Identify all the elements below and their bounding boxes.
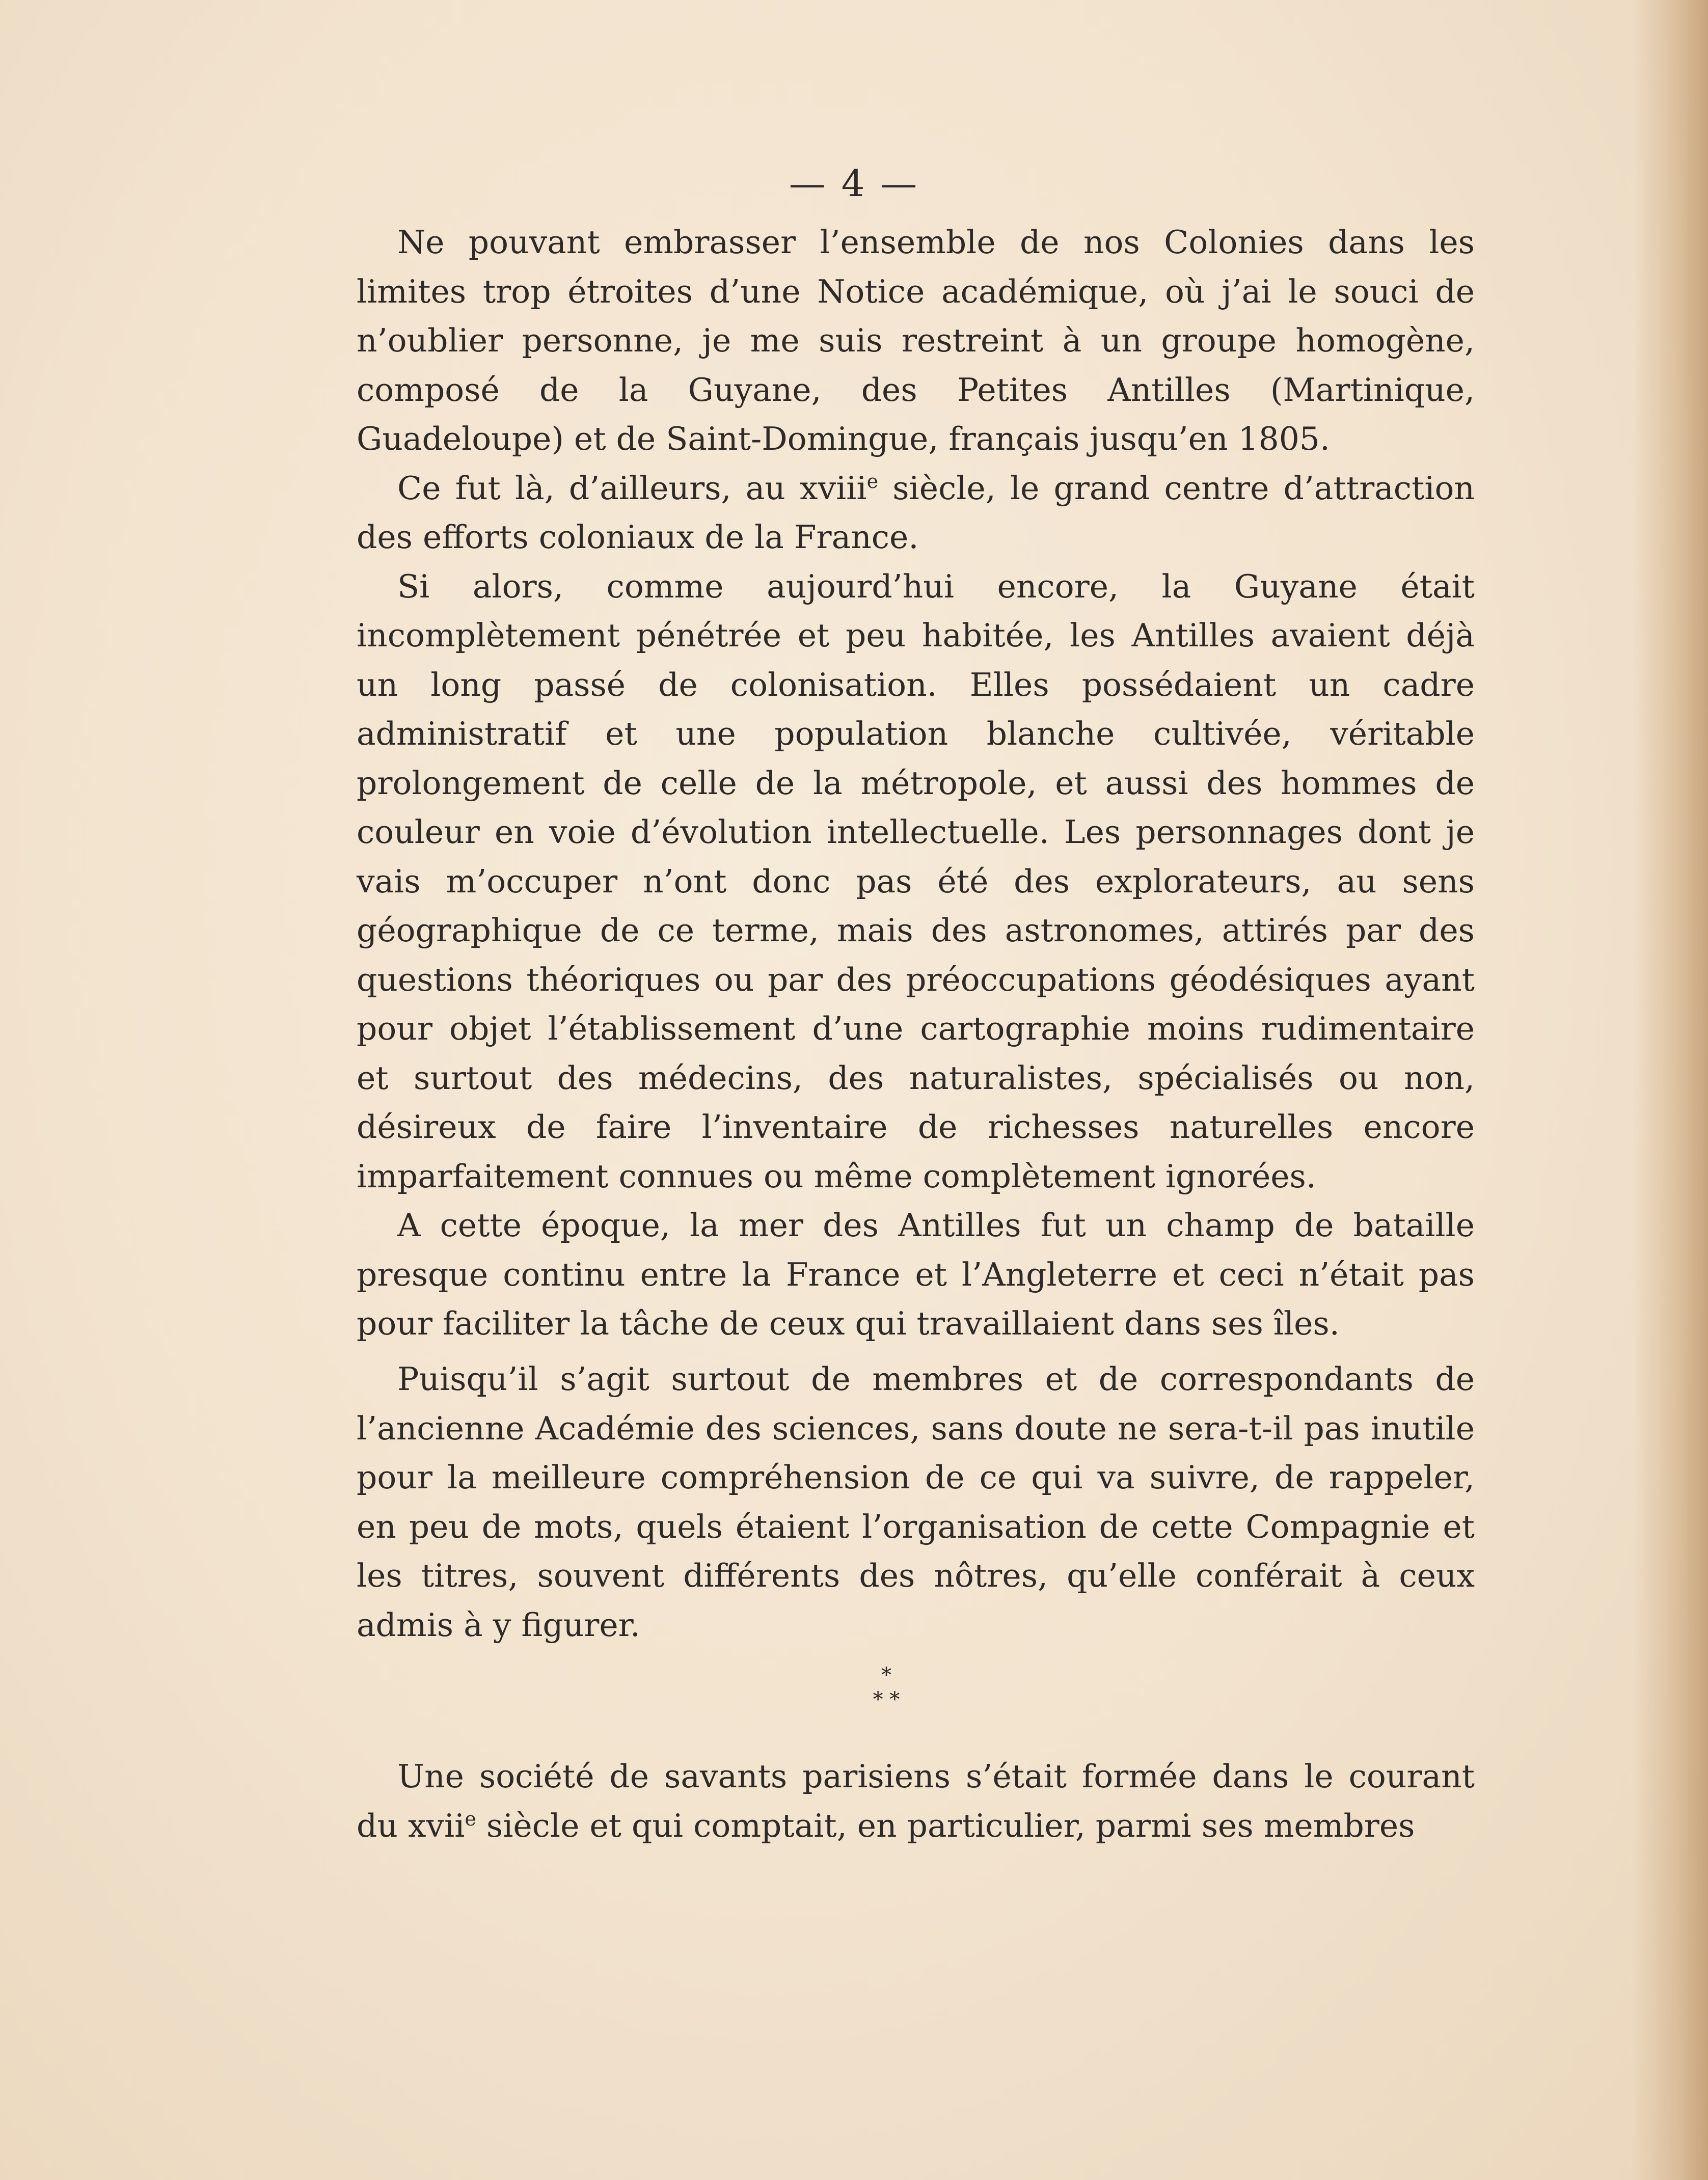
century-numeral: xviii — [800, 469, 867, 507]
paragraph-attraction-center — [357, 464, 1475, 562]
paragraph-academie: Puisqu’il s’agit surtout de membres et de correspondants de l’ancienne Académie des sciences, sans doute ne sera-t-il pas inutile pour la meilleure compréhension de ce qui va suivre, de rappeler, en peu de mots, quels étaient l’organisation de cette Compagnie et les titres, souvent différents des nôtres, qu’elle conférait à ceux admis à y figurer. — [357, 1360, 1475, 1644]
asterism-top: * — [881, 1664, 891, 1687]
text-section-3 — [357, 1752, 1475, 1850]
text-segment: Ce fut là, d’ailleurs, au — [397, 469, 800, 507]
century-numeral: xvii — [408, 1807, 465, 1844]
page-number: — 4 — — [789, 162, 919, 205]
asterism-bottom: * * — [873, 1688, 900, 1711]
text-segment: Une société de savants parisiens s’était formée dans le courant du — [357, 1758, 1475, 1844]
text-section-1 — [357, 218, 1475, 1349]
century-superscript: e — [465, 1807, 476, 1830]
text-segment: siècle et qui comptait, en particulier, parmi ses membres — [476, 1807, 1415, 1844]
paragraph-guyane-antilles: Si alors, comme aujourd’hui encore, la Guyane était incomplètement pénétrée et peu habitée, les Antilles avaient déjà un long passé de colonisation. Elles possédaient un cadre administratif et une population blanche cultivée, véritable prolongement de celle de la métropole, et aussi des hommes de couleur en voie d’évolution intellectuelle. Les personnages dont je vais m’occuper n’ont donc pas été des explorateurs, au sens géographique de ce terme, mais des astronomes, attirés par des questions théoriques ou par des préoccupations géodésiques ayant pour objet l’établissement d’une cartographie moins rudimentaire et surtout des médecins, des naturalistes, spécialisés ou non, désireux de faire l’inventaire de richesses naturelles encore imparfaitement connues ou même complètement ignorées. — [357, 567, 1475, 1195]
paragraph-battlefield: A cette époque, la mer des Antilles fut un champ de bataille presque continu entre la France et l’Angleterre et ceci n’était pas pour faciliter la tâche de ceux qui travaillaient dans ses îles. — [357, 1207, 1475, 1342]
page-edge-shadow — [1632, 0, 1708, 2180]
text-section-2 — [357, 1355, 1475, 1650]
paragraph-colonies: Ne pouvant embrasser l’ensemble de nos Colonies dans les limites trop étroites d’une Notice académique, où j’ai le souci de n’oublier personne, je me suis restreint à un groupe homogène, composé de la Guyane, des Petites Antilles (Martinique, Guadeloupe) et de Saint-Domingue, français jusqu’en 1805. — [357, 224, 1475, 457]
asterism-divider — [856, 1663, 917, 1712]
century-superscript: e — [866, 470, 879, 493]
paragraph-societe-savants — [357, 1752, 1475, 1850]
text-segment: siècle, le grand centre d’attraction des efforts coloniaux de la France. — [357, 469, 1475, 556]
